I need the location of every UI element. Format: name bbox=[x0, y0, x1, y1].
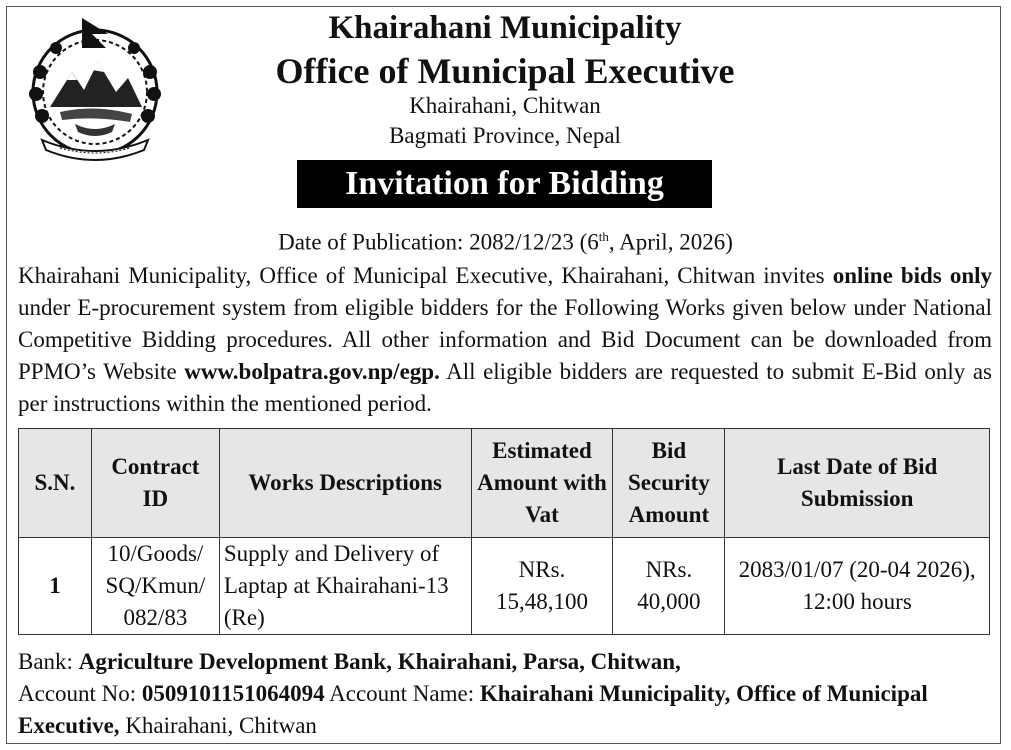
bank-details: Bank: Agriculture Development Bank, Khairahani, Parsa, Chitwan, Account No: 0509101151064094 Account Name: Khairahani Municipality, Office of Municipal Executive, Khairahani, Chitwan bbox=[18, 649, 928, 738]
publication-date: Date of Publication: 2082/12/23 (6th, April, 2026) bbox=[278, 229, 733, 255]
table-header-row bbox=[19, 429, 990, 538]
intro-paragraph: Khairahani Municipality, Office of Municipal Executive, Khairahani, Chitwan invites online bids only under E-procurement system from eligible bidders for the Following Works given below under National Competitive Bidding procedures. All other information and Bid Document can be downloaded from PPMO’s Website www.bolpatra.gov.np/egp. All eligible bidders are requested to submit E-Bid only as per instructions within the mentioned period. bbox=[18, 263, 992, 416]
bid-table bbox=[18, 428, 990, 635]
municipality-name: Khairahani Municipality bbox=[328, 10, 682, 46]
account-name: Khairahani Municipality, Office of Municipal Executive, bbox=[18, 681, 928, 738]
ppmo-website: www.bolpatra.gov.np/egp. bbox=[184, 359, 440, 384]
office-location: Khairahani, Chitwan bbox=[409, 93, 601, 118]
cell-last-date: 2083/01/07 (20-04 2026), 12:00 hours bbox=[725, 538, 990, 635]
account-number: 0509101151064094 bbox=[141, 681, 325, 706]
notice-title: Invitation for Bidding bbox=[297, 160, 712, 208]
cell-security: NRs. 40,000 bbox=[613, 538, 725, 635]
cell-sn: 1 bbox=[19, 538, 92, 635]
column-header-estimated: Estimated Amount with Vat bbox=[471, 429, 613, 538]
cell-description: Supply and Delivery of Laptap at Khairahani-13 (Re) bbox=[219, 538, 471, 635]
column-header-sn: S.N. bbox=[19, 429, 92, 538]
office-province: Bagmati Province, Nepal bbox=[389, 123, 621, 148]
column-header-works: Works Descriptions bbox=[219, 429, 471, 538]
table-row bbox=[19, 538, 990, 635]
column-header-last-date: Last Date of Bid Submission bbox=[725, 429, 990, 538]
column-header-contract-id: Contract ID bbox=[91, 429, 219, 538]
nepal-emblem-icon bbox=[20, 12, 170, 162]
bank-name: Agriculture Development Bank, Khairahani, Parsa, Chitwan, bbox=[78, 649, 681, 674]
cell-contract-id: 10/Goods/ SQ/Kmun/ 082/83 bbox=[91, 538, 219, 635]
column-header-security: Bid Security Amount bbox=[613, 429, 725, 538]
office-name: Office of Municipal Executive bbox=[275, 51, 735, 91]
cell-estimated: NRs. 15,48,100 bbox=[471, 538, 613, 635]
